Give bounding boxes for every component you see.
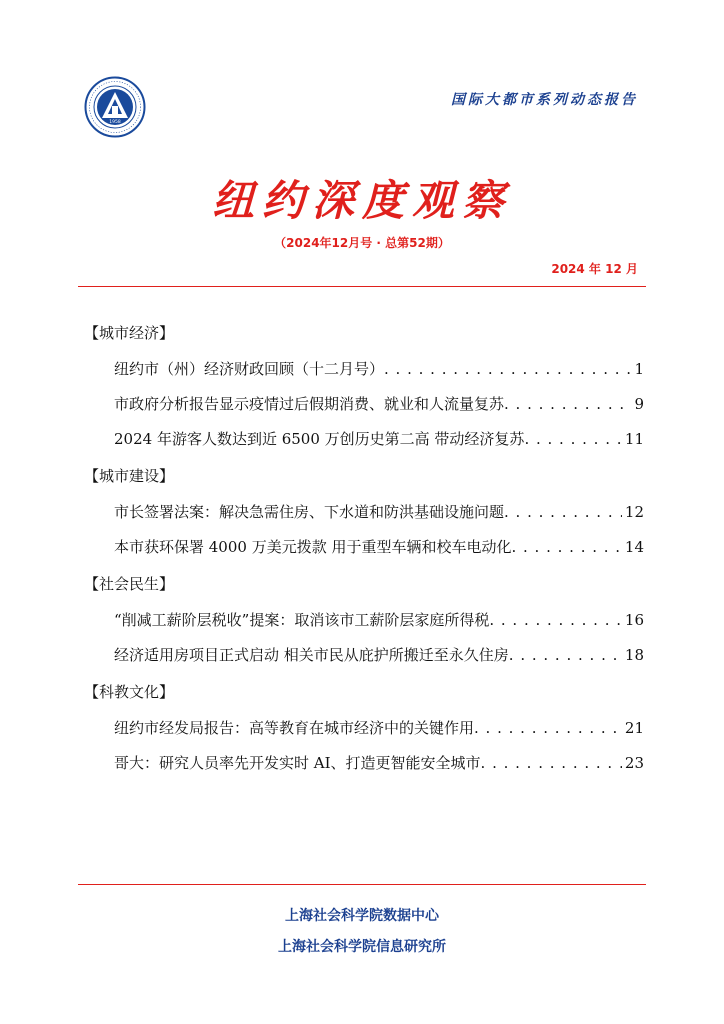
report-title: 纽约深度观察 <box>211 176 512 225</box>
logo-year: 1958 <box>109 120 121 125</box>
toc-entry[interactable] <box>114 603 644 638</box>
org-data-center: 上海社会科学院数据中心 <box>285 908 439 924</box>
toc-entry[interactable] <box>114 530 644 565</box>
toc-category: 【城市经济】 <box>84 324 175 342</box>
toc-leader-dots <box>504 387 631 422</box>
toc-entry-page: 23 <box>624 754 644 772</box>
bottom-divider <box>78 884 646 885</box>
toc-entry-page: 16 <box>624 611 644 629</box>
toc-leader-dots <box>511 530 621 565</box>
toc-entry[interactable] <box>114 638 644 673</box>
issue-date: 2024 年 12 月 <box>551 262 638 276</box>
toc-entry-page: 11 <box>624 430 644 448</box>
toc-entry-title: 纽约市（州）经济财政回顾（十二月号） <box>114 360 385 378</box>
toc-leader-dots <box>481 746 622 781</box>
academy-logo <box>84 76 146 138</box>
toc-entry-title: 经济适用房项目正式启动 相关市民从庇护所搬迁至永久住房 <box>114 646 509 664</box>
toc-entry-title: 市政府分析报告显示疫情过后假期消费、就业和人流量复苏 <box>114 395 505 413</box>
toc-entry-page: 21 <box>624 719 644 737</box>
toc-entry[interactable] <box>114 746 644 781</box>
toc-leader-dots <box>489 603 622 638</box>
toc-category: 【城市建设】 <box>84 467 175 485</box>
toc-entry-title: 2024 年游客人数达到近 6500 万创历史第二高 带动经济复苏 <box>114 430 525 448</box>
toc-entry-title: 市长签署法案：解决急需住房、下水道和防洪基础设施问题 <box>114 503 505 521</box>
toc-entry-title: 本市获环保署 4000 万美元拨款 用于重型车辆和校车电动化 <box>114 538 512 556</box>
series-name: 国际大都市系列动态报告 <box>451 92 638 108</box>
toc-leader-dots <box>474 711 622 746</box>
toc-leader-dots <box>384 352 631 387</box>
toc-entry[interactable] <box>114 495 644 530</box>
toc-entry[interactable] <box>114 352 644 387</box>
toc-category: 【科教文化】 <box>84 683 175 701</box>
toc-entry[interactable] <box>114 711 644 746</box>
toc-entry-page: 1 <box>634 360 644 378</box>
toc-leader-dots <box>504 495 622 530</box>
table-of-contents <box>84 314 644 781</box>
toc-entry-page: 12 <box>624 503 644 521</box>
toc-entry[interactable] <box>114 422 644 457</box>
top-divider <box>78 286 646 287</box>
toc-entry-title: 纽约市经发局报告：高等教育在城市经济中的关键作用 <box>114 719 475 737</box>
toc-entry-page: 14 <box>624 538 644 556</box>
toc-entry-page: 9 <box>634 395 644 413</box>
toc-entry[interactable] <box>114 387 644 422</box>
toc-entry-page: 18 <box>624 646 644 664</box>
toc-leader-dots <box>524 422 621 457</box>
issue-number: （2024年12月号 · 总第52期） <box>274 236 450 250</box>
toc-entry-title: “削减工薪阶层税收”提案：取消该市工薪阶层家庭所得税 <box>114 611 490 629</box>
toc-entry-title: 哥大：研究人员率先开发实时 AI、打造更智能安全城市 <box>114 754 481 772</box>
toc-category: 【社会民生】 <box>84 575 175 593</box>
org-info-institute: 上海社会科学院信息研究所 <box>278 939 446 955</box>
toc-leader-dots <box>509 638 622 673</box>
